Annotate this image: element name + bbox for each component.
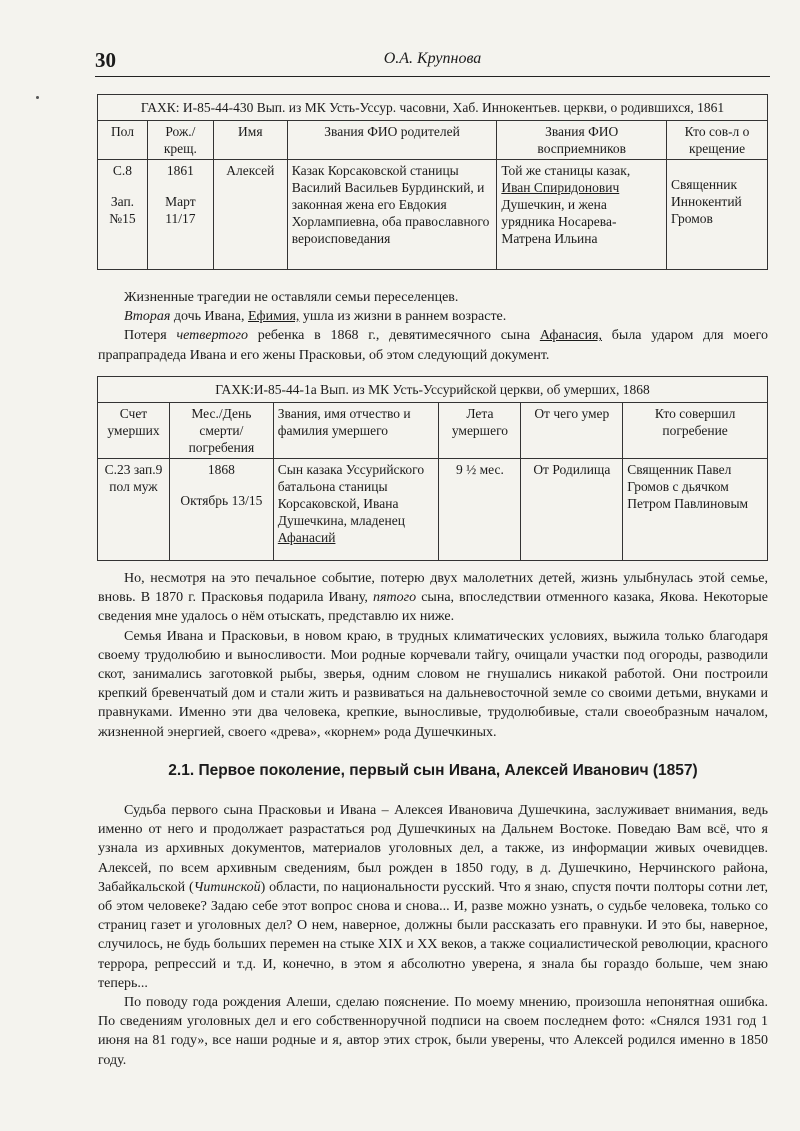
text-span: Но, несмотря на это печальное событие, потерю двух малолетних детей, жизнь улыбнулась этой семье, вновь. В 1870 г. Прасковья подарила Ивану, (98, 571, 768, 606)
cell-burial: Священник Павел Громов с дьячком Петром Павлиновым (623, 459, 768, 561)
table-row (98, 160, 768, 270)
col-header: От чего умер (521, 403, 623, 459)
cell-age: 9 ½ мес. (439, 459, 521, 561)
text-block (98, 801, 768, 993)
text-block (98, 569, 768, 627)
paragraph-fifth-son (98, 569, 768, 742)
running-head-author: О.А. Крупнова (383, 50, 482, 67)
cell-godparents (497, 160, 667, 270)
col-header: Рож./ крещ. (147, 121, 213, 160)
col-header: Имя (213, 121, 287, 160)
text-line (98, 326, 768, 364)
text-block: По поводу года рождения Алеши, сделаю пояснение. По моему мнению, произошла непонятная ошибка. По сведениям уголовных дел и его собственноручной подписи на своем последнем фото: «Снялся 1931 год 1 июня на 81 году», все наши родные и я, автор этих строк, были уверены, что Алексей родился именно в 1850 году. (98, 995, 768, 1068)
godparents-text: Той же станицы казак, (501, 163, 631, 178)
col-header: Мес./День смерти/ погребения (169, 403, 273, 459)
table-caption: ГАХК: И-85-44-430 Вып. из МК Усть-Уссур. часовни, Хаб. Иннокентьев. церкви, о родившихся, 1861 (98, 95, 768, 121)
text-span: ) области, по национальности русский. Что я знаю, спустя почти полторы сотни лет, об этом человеке? Задаю себе этот вопрос снова и снова... И, разве можно узнать, о судьбе человека, только со страниц газет и уголовных дел? О нем, наверное, должны были рассказать его правнуки. И это бы, наверное, случилось, не будь больших перемен на стыке XIX и XX веков, а также социалистической революции, красного террора, репрессий и т.д. И, конечно, в этом я абсолютно уверена, я знала бы гораздо больше, чем знаю теперь... (98, 879, 768, 991)
cell-name: Алексей (213, 160, 287, 270)
baptism-date: Март 11/17 (165, 194, 196, 226)
deceased-name: Афанасий (277, 530, 336, 545)
page-number: 30 (95, 48, 116, 72)
text-block: Семья Ивана и Прасковьи, в новом краю, в трудных климатических условиях, выжила только благодаря своему трудолюбию и выносливости. Мои родные корчевали тайгу, очищали участки под огороды, разводили скот, занимались заготовкой рыбы, зверья, одним словом не гнушались никакой работой. Они построили крепкий бревенчатый дом и стали жить и развиваться на дальневосточной земле со своими детьми, внуками и правнуками. Именно эти два человека, крепкие, выносливые, трудолюбивые, стали своеобразным началом, жизненной энергией, своего «древа», «корнем» рода Душечкиных. (98, 628, 768, 740)
deceased-text: Сын казака Уссурийского батальона станицы Корсаковской, Ивана Душечкина, младенец (277, 462, 425, 528)
cell-date (169, 459, 273, 561)
text-span: Судьба первого сына Прасковьи и Ивана – Алексея Ивановича Душечкина, заслуживает внимания, ведь именно от него и продолжает разрастаться род Душечкиных на Дальнем Востоке. Поведаю Вам всё, что я узнала из архивных документов, материалов уголовных дел, а также, из информации живых очевидцев. Алексей, по всем архивным сведениям, был рожден в 1850 году, в д. Душечкино, Нерчинского района, Забайкальской ( (98, 803, 768, 895)
text-line: Жизненные трагедии не оставляли семьи переселенцев. (124, 290, 459, 305)
col-header: Звания ФИО восприемников (497, 121, 667, 160)
text-span: сына, впоследствии отменного казака, Якова. Некоторые сведения мне удалось о нём отыскать, представлю их ниже. (98, 590, 768, 625)
col-header: Кто совершил погребение (623, 403, 768, 459)
cell-sex (98, 160, 148, 270)
godparents-text: Душечкин, и жена урядника Носарева-Матрена Ильина (501, 197, 617, 246)
cell-count: С.23 зап.9 пол муж (98, 459, 170, 561)
text-span: дочь Ивана, (170, 309, 248, 325)
godparent-name: Иван Спиридонович (501, 180, 620, 195)
section-heading: 2.1. Первое поколение, первый сын Ивана, Алексей Иванович (1857) (168, 762, 698, 779)
scan-dot (36, 96, 39, 99)
underlined-name: Афанасия, (539, 328, 603, 344)
birth-year: 1861 (166, 163, 194, 178)
text-span: ребенка в 1868 г., девятимесячного сына (247, 328, 540, 344)
italic-word: пятого (373, 590, 417, 606)
col-header: Кто сов-л о крещение (667, 121, 768, 160)
text-span: ушла из жизни в раннем возрасте. (299, 309, 507, 325)
col-header: Звания, имя отчество и фамилия умершего (273, 403, 439, 459)
birth-record-table (97, 94, 768, 270)
col-header: Счет умерших (98, 403, 170, 459)
record-page: С.8 (112, 163, 133, 178)
underlined-name: Ефимия, (248, 309, 300, 325)
death-date: Октябрь 13/15 (180, 493, 263, 508)
italic-word: четвертого (176, 328, 248, 344)
table-row (98, 459, 768, 561)
record-entry: Зап. №15 (109, 194, 136, 226)
table-header-row (98, 121, 768, 160)
death-record-table (97, 376, 768, 561)
paragraph-tragedies (98, 288, 768, 365)
text-span: Потеря (124, 328, 177, 344)
col-header: Лета умершего (439, 403, 521, 459)
cell-cause: От Родилища (521, 459, 623, 561)
cell-born (147, 160, 213, 270)
italic-word: Вторая (124, 309, 171, 325)
col-header: Звания ФИО родителей (287, 121, 497, 160)
cell-parents: Казак Корсаковской станицы Василий Васильев Бурдинский, и законная жена его Евдокия Хорлампиевна, оба православного вероисповедания (287, 160, 497, 270)
paragraph-alexey (98, 801, 768, 1070)
cell-deceased (273, 459, 439, 561)
cell-priest (667, 160, 768, 270)
italic-word: Читинской (193, 879, 261, 895)
death-year: 1868 (207, 462, 235, 477)
table-caption: ГАХК:И-85-44-1а Вып. из МК Усть-Уссурийской церкви, об умерших, 1868 (98, 377, 768, 403)
table-header-row (98, 403, 768, 459)
text-line (98, 307, 768, 326)
page-header (95, 46, 770, 77)
priest-name: Священник Иннокентий Громов (671, 177, 742, 226)
col-header: Пол (98, 121, 148, 160)
text-span: была ударом для моего прапрапрадеда Ивана и его жены Прасковьи, об этом следующий документ. (98, 328, 769, 363)
